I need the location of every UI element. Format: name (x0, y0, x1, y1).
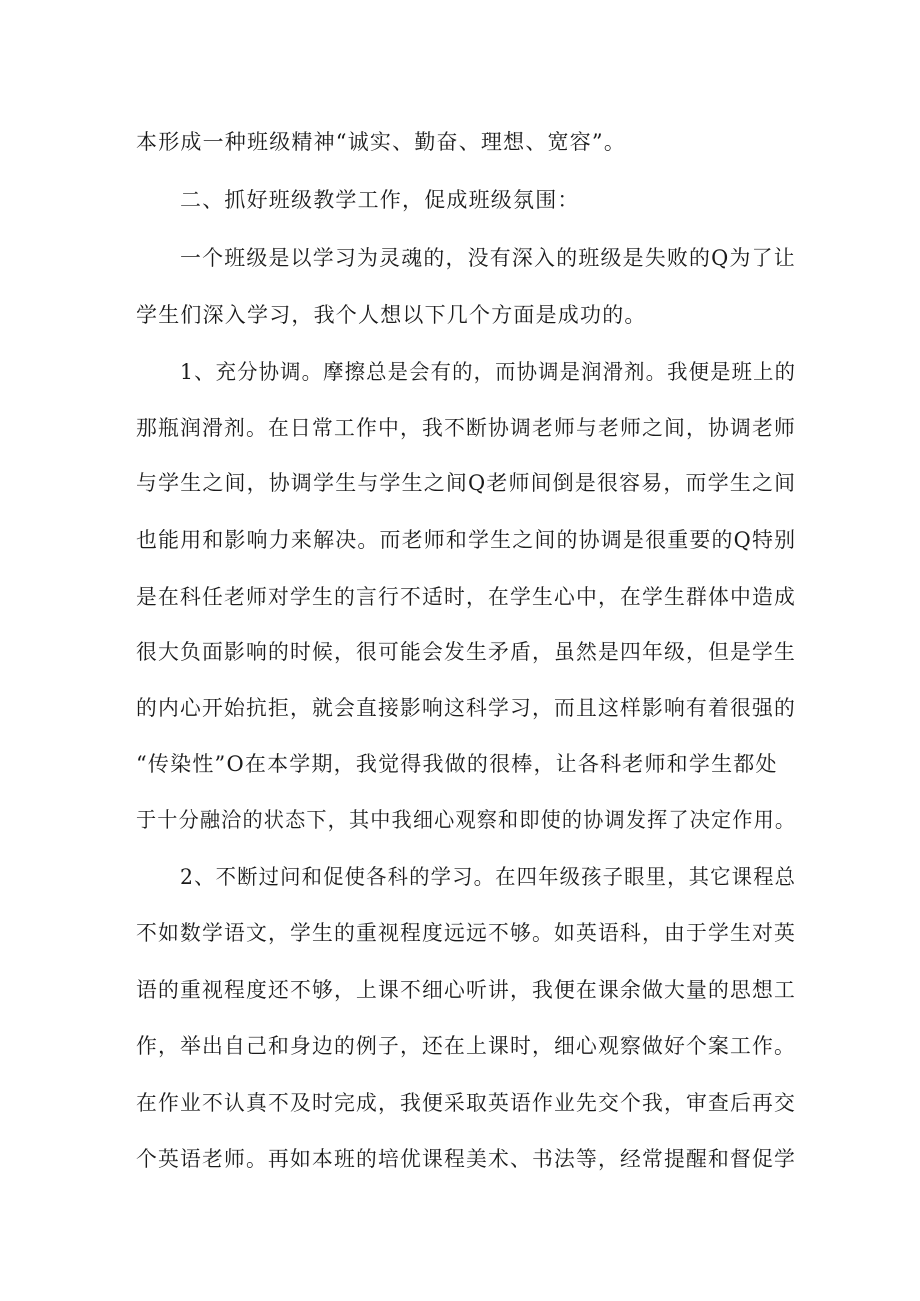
text-line: 学生们深入学习，我个人想以下几个方面是成功的。 (136, 303, 647, 327)
text-line: 那瓶润滑剂。在日常工作中，我不断协调老师与老师之间，协调老师 (136, 416, 797, 440)
text-line: 2、不断过问和促使各科的学习。在四年级孩子眼里，其它课程总 (180, 865, 797, 889)
text-line: 1、充分协调。摩擦总是会有的，而协调是润滑剂。我便是班上的 (180, 360, 797, 384)
text-line: 个英语老师。再如本班的培优课程美术、书法等，经常提醒和督促学 (136, 1147, 797, 1171)
text-line: “传染性”O在本学期，我觉得我做的很棒，让各科老师和学生都处 (136, 752, 778, 776)
text-line: 语的重视程度还不够，上课不细心听讲，我便在课余做大量的思想工 (136, 978, 797, 1002)
text-line: 不如数学语文，学生的重视程度远远不够。如英语科，由于学生对英 (136, 921, 797, 945)
text-line: 与学生之间，协调学生与学生之间Q老师间倒是很容易，而学生之间 (136, 471, 797, 495)
text-line: 很大负面影响的时候，很可能会发生矛盾，虽然是四年级，但是学生 (136, 640, 797, 664)
text-line: 于十分融洽的状态下，其中我细心观察和即使的协调发挥了决定作用。 (136, 808, 797, 832)
text-line: 作，举出自己和身边的例子，还在上课时，细心观察做好个案工作。 (136, 1034, 797, 1058)
text-line: 本形成一种班级精神“诚实、勤奋、理想、宽容”。 (136, 130, 627, 154)
text-line: 在作业不认真不及时完成，我便采取英语作业先交个我，审查后再交 (136, 1091, 797, 1115)
section-heading: 二、抓好班级教学工作，促成班级氛围： (180, 188, 580, 212)
text-line: 是在科任老师对学生的言行不适时，在学生心中，在学生群体中造成 (136, 585, 797, 609)
text-line: 一个班级是以学习为灵魂的，没有深入的班级是失败的Q为了让 (180, 246, 796, 270)
text-line: 的内心开始抗拒，就会直接影响这科学习，而且这样影响有着很强的 (136, 696, 797, 720)
text-line: 也能用和影响力来解决。而老师和学生之间的协调是很重要的Q特别 (136, 528, 797, 552)
